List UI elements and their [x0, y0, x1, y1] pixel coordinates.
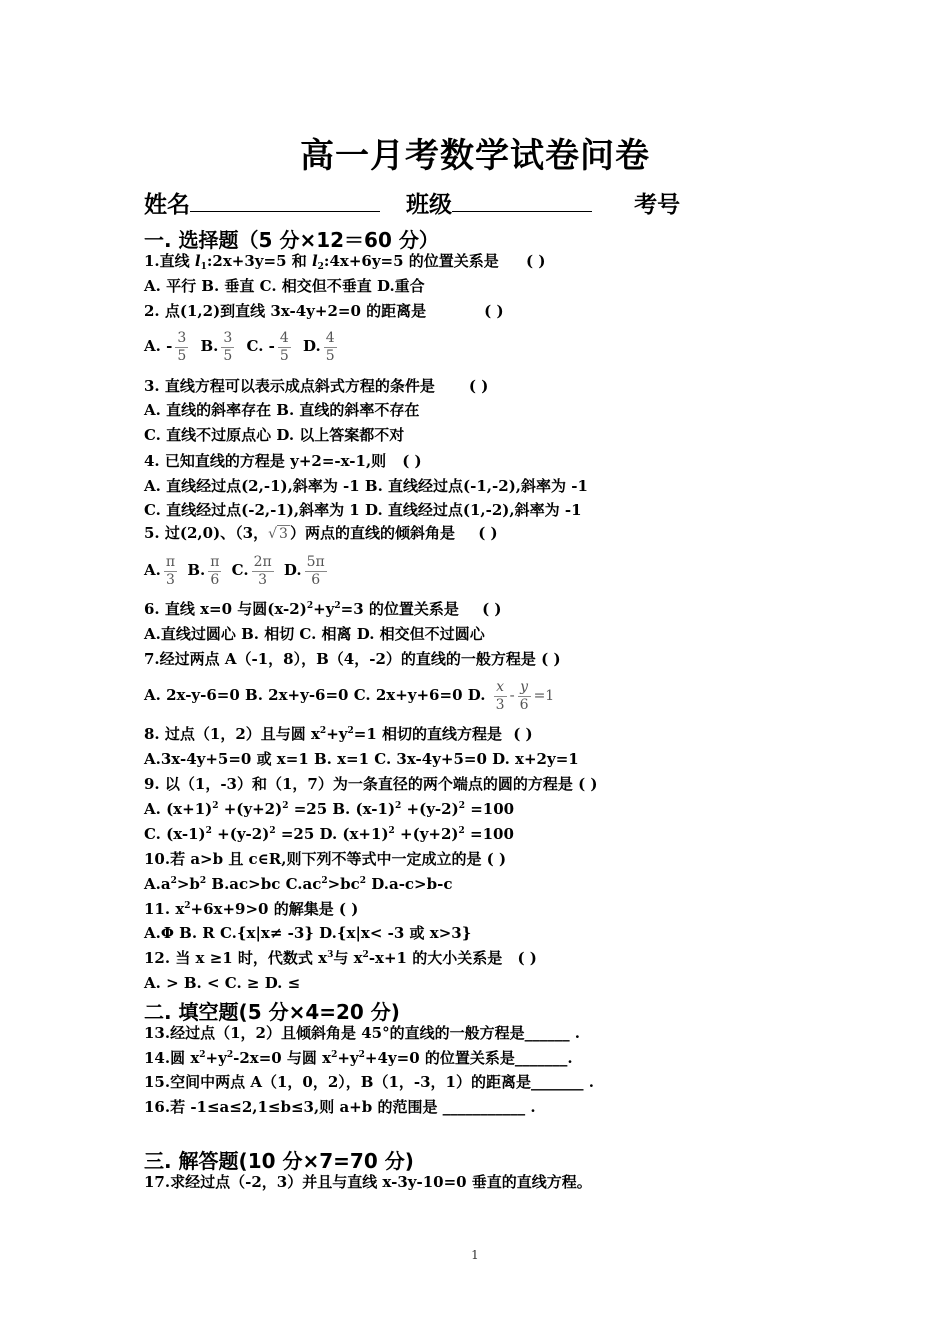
- question-7-options: A. 2x-y-6=0 B. 2x+y-6=0 C. 2x+y+6=0 D. $\frac{x}{3}$ - $\frac{y}{6}$ =1: [144, 678, 555, 713]
- question-16: 16.若 -1≤a≤2,1≤b≤3,则 a+b 的范围是 ___________ .: [144, 1098, 536, 1116]
- sqrt-symbol: √ 3: [268, 526, 288, 542]
- fraction: $\frac{x}{3}$: [495, 678, 505, 713]
- fraction: $\frac{\pi}{6}$: [210, 553, 220, 588]
- question-14: 14.圆 $x^2+y^2-2x=0$ 与圆 $x^2+y^2+4y=0$ 的位置关系是_______.: [144, 1049, 573, 1067]
- fraction: $\frac{5\pi}{6}$: [306, 553, 325, 588]
- question-5: 5. 过(2,0)、（3，√ 3 ）两点的直线的倾斜角是 ( ): [144, 524, 498, 542]
- fraction: $\frac{y}{6}$: [519, 678, 529, 713]
- student-info-row: [144, 186, 680, 219]
- question-7: 7.经过两点 A（-1，8），B（4，-2）的直线的一般方程是 ( ): [144, 650, 561, 668]
- question-3-option-ab: A. 直线的斜率存在 B. 直线的斜率不存在: [144, 401, 420, 419]
- question-13: 13.经过点（1，2）且倾斜角是 45°的直线的一般方程是______ .: [144, 1024, 581, 1042]
- section-fill-heading: 二. 填空题(5 分×4=20 分): [144, 1000, 400, 1024]
- question-2: 2. 点(1,2)到直线 3x-4y+2=0 的距离是 ( ): [144, 302, 504, 320]
- question-9: 9. 以（1，-3）和（1，7）为一条直径的两个端点的圆的方程是 ( ): [144, 775, 598, 793]
- question-11: 11. $x^2+6x+9>0$ 的解集是 ( ): [144, 900, 359, 918]
- question-1: 1.直线 $l_1:2x+3y=5$ 和 $l_2:4x+6y=5$ 的位置关系是 ( ): [144, 252, 546, 272]
- question-8-options: A.3x-4y+5=0 或 x=1 B. x=1 C. 3x-4y+5=0 D. x+2y=1: [144, 750, 579, 768]
- question-11-options: A.Φ B. R C.{x|x≠ -3} D.{x|x< -3 或 x>3}: [144, 924, 472, 942]
- question-12: 12. 当 x ≥1 时，代数式 $x^3$与 $x^2-x+1$ 的大小关系是 ( ): [144, 949, 537, 967]
- answer-paren: ( ): [468, 377, 489, 395]
- question-8: 8. 过点（1，2）且与圆 $x^2+y^2=1$ 相切的直线方程是 ( ): [144, 725, 533, 743]
- question-2-options: A. - $\frac{3}{5}$ B. $\frac{3}{5}$ C. - $\frac{4}{5}$ D. $\frac{4}{5}$: [144, 329, 335, 364]
- question-1-options: A. 平行 B. 垂直 C. 相交但不垂直 D.重合: [144, 277, 425, 295]
- question-4: 4. 已知直线的方程是 y+2=-x-1,则 ( ): [144, 452, 422, 470]
- question-5-options: A. $\frac{\pi}{3}$ B. $\frac{\pi}{6}$ C. $\frac{2\pi}{3}$ D. $\frac{5\pi}{6}$: [144, 553, 325, 588]
- answer-paren: ( ): [478, 524, 498, 542]
- question-6-options: A.直线过圆心 B. 相切 C. 相离 D. 相交但不过圆心: [144, 625, 485, 643]
- question-12-options: A. > B. < C. ≥ D. ≤: [144, 974, 301, 992]
- question-15: 15.空间中两点 A（1，0，2），B（1，-3，1）的距离是_______ .: [144, 1073, 594, 1091]
- id-label: 考号: [634, 192, 681, 218]
- question-4-option-ab: A. 直线经过点(2,-1),斜率为 -1 B. 直线经过点(-1,-2),斜率为 -1: [144, 477, 588, 495]
- answer-paren: ( ): [484, 302, 504, 320]
- question-9-option-ab: A. $(x+1)^2 +(y+2)^2 =25$ B. $(x-1)^2 +(y-2)^2 =100$: [144, 800, 515, 818]
- answer-paren: ( ): [517, 949, 537, 967]
- answer-paren: ( ): [513, 725, 533, 743]
- question-10-options: $A.a^2>b^2$ B.ac>bc $C.ac^2>bc^2$ D.a-c>b-c: [144, 875, 453, 893]
- section-answer-heading: 三. 解答题(10 分×7=70 分): [144, 1149, 414, 1173]
- question-17: 17.求经过点（-2，3）并且与直线 x-3y-10=0 垂直的直线方程。: [144, 1173, 592, 1191]
- question-4-option-cd: C. 直线经过点(-2,-1),斜率为 1 D. 直线经过点(1,-2),斜率为 -1: [144, 501, 582, 519]
- name-blank[interactable]: [190, 189, 380, 212]
- fraction: $\frac{2\pi}{3}$: [253, 553, 272, 588]
- answer-paren: ( ): [526, 252, 546, 270]
- answer-paren: ( ): [482, 600, 502, 618]
- question-9-option-cd: C. $(x-1)^2 +(y-2)^2 =25$ D. $(x+1)^2 +(y+2)^2 =100$: [144, 825, 514, 843]
- question-3-option-cd: C. 直线不过原点心 D. 以上答案都不对: [144, 426, 405, 444]
- fraction: $\frac{3}{5}$: [223, 329, 233, 364]
- page-title: 高一月考数学试卷问卷: [300, 136, 650, 176]
- question-6: 6. 直线 x=0 与圆$(x-2)^2+y^2=3$ 的位置关系是 ( ): [144, 600, 502, 618]
- answer-paren: ( ): [402, 452, 422, 470]
- fraction: $\frac{3}{5}$: [177, 329, 187, 364]
- class-blank[interactable]: [452, 189, 592, 212]
- page-number: 1: [471, 1248, 479, 1262]
- section-choice-heading: 一. 选择题（5 分×12＝60 分）: [144, 228, 439, 252]
- fraction: $\frac{4}{5}$: [279, 329, 289, 364]
- class-label: 班级: [406, 192, 453, 218]
- name-label: 姓名: [144, 192, 190, 218]
- question-10: 10.若 a>b 且 c∈R,则下列不等式中一定成立的是 ( ): [144, 850, 507, 868]
- fraction: $\frac{4}{5}$: [325, 329, 335, 364]
- question-3: 3. 直线方程可以表示成点斜式方程的条件是 ( ): [144, 377, 489, 395]
- fraction: $\frac{\pi}{3}$: [165, 553, 176, 588]
